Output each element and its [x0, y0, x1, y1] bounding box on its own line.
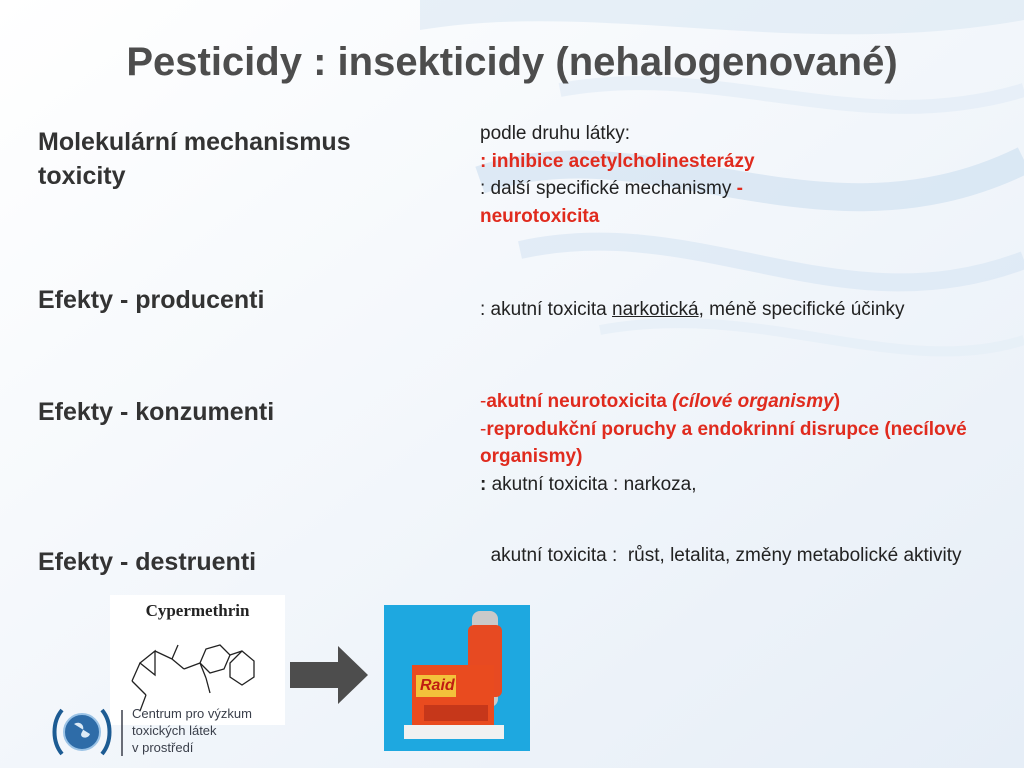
consumers-line1-italic: (cílové organismy — [672, 391, 834, 412]
consumers-line2-text: reprodukční poruchy a endokrinní disrupce (necílové organismy) — [480, 418, 967, 468]
neurotoxicity-text: neurotoxicita — [480, 205, 600, 227]
label-mechanism-line1: Molekulární mechanismus — [38, 128, 351, 156]
producers-prefix: : akutní toxicita — [480, 299, 613, 320]
consumers-line1 — [480, 388, 1000, 416]
raid-product-photo — [384, 605, 530, 751]
consumers-line3-prefix: : — [480, 473, 487, 495]
inhibition-text: inhibice acetylcholinesterázy — [491, 150, 755, 172]
center-logo-text — [132, 706, 252, 757]
label-mechanism-line2: toxicity — [38, 161, 126, 190]
inhibition-prefix: : — [480, 150, 492, 172]
consumers-line1-dash: - — [480, 391, 487, 412]
logo-line2: toxických látek — [132, 722, 217, 738]
label-producers: Efekty - producenti — [38, 286, 265, 314]
consumers-text — [480, 388, 1000, 498]
producers-suffix: , méně specifické účinky — [698, 299, 905, 320]
consumers-line2 — [480, 416, 1000, 471]
raid-product-icon — [384, 605, 530, 751]
logo-line3: v prostředí — [132, 739, 194, 755]
other-dash: - — [736, 178, 743, 200]
label-consumers: Efekty - konzumenti — [38, 398, 275, 426]
cypermethrin-label: Cypermethrin — [145, 601, 250, 620]
page-title: Pesticidy : insekticidy (nehalogenované) — [126, 40, 898, 84]
label-mechanism — [38, 126, 351, 194]
decomposers-text: akutní toxicita : růst, letalita, změny metabolické aktivity — [480, 545, 962, 566]
consumers-line1-close: ) — [833, 391, 841, 412]
logo-line1: Centrum pro výzkum — [132, 706, 252, 721]
consumers-line2-dash: - — [480, 418, 487, 440]
producers-text — [480, 296, 1000, 324]
arrow-right-icon — [290, 646, 368, 704]
consumers-line1-text: akutní neurotoxicita — [486, 391, 673, 412]
consumers-line3 — [480, 471, 1000, 499]
by-type-line: podle druhu látky: — [480, 123, 630, 144]
other-mechanisms-text: : další specifické mechanismy — [480, 178, 737, 200]
raid-brand-label: Raid — [420, 677, 455, 694]
consumers-line3-text: akutní toxicita : narkoza, — [486, 473, 697, 495]
other-mechanisms-line — [480, 175, 1000, 203]
mechanism-text — [480, 120, 1000, 230]
inhibition-line — [480, 148, 1000, 176]
producers-underlined: narkotická — [612, 299, 699, 320]
label-decomposers: Efekty - destruenti — [38, 548, 257, 576]
